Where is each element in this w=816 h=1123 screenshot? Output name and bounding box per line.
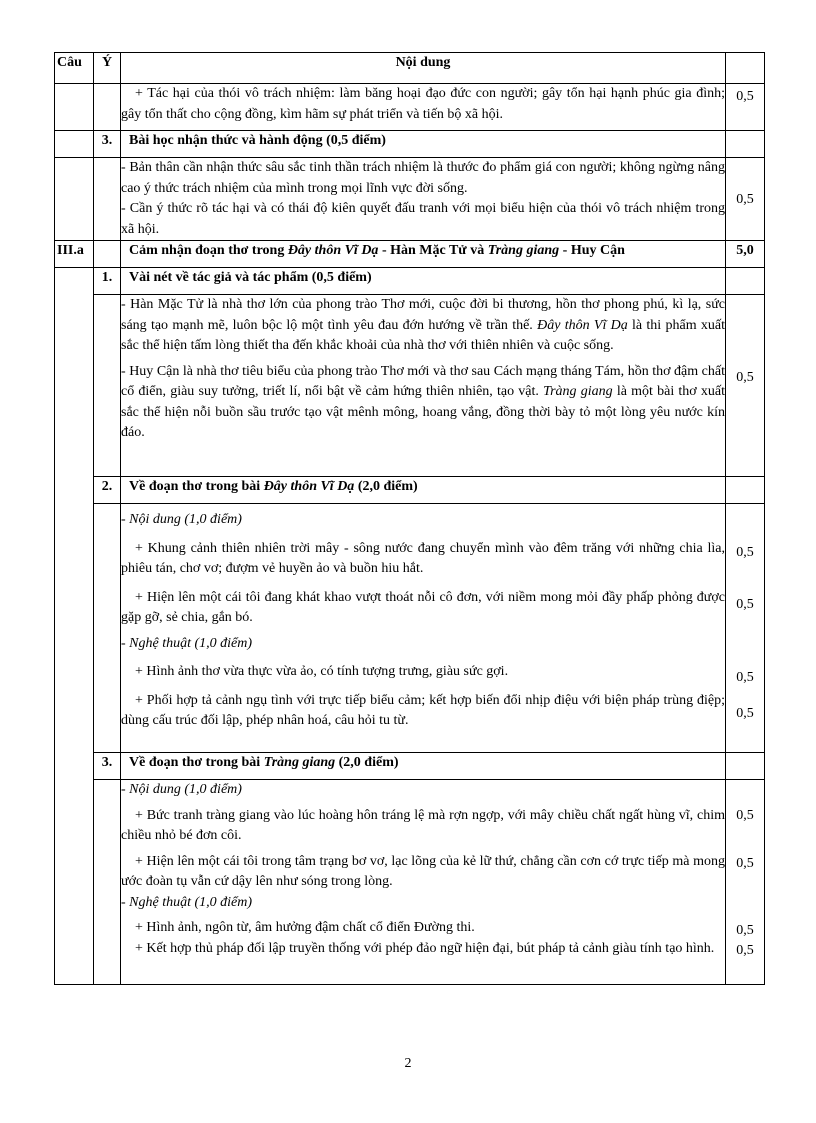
subheading: - Nghệ thuật (1,0 điểm)	[121, 635, 253, 651]
paragraph: + Hiện lên một cái tôi đang khát khao vượt thoát nỗi cô đơn, với niềm mong mỏi đầy phấp phỏng được gặp gỡ, sẻ chia, gắn bó.	[121, 589, 725, 625]
table-row	[55, 504, 765, 753]
table-row	[55, 780, 765, 985]
paragraph: + Hiện lên một cái tôi trong tâm trạng bơ vơ, lạc lõng của kẻ lữ thứ, chẳng cần cơn cớ trực tiếp mà mong ước đoàn tụ vẫn cứ dậy lên như sóng trong lòng.	[121, 853, 725, 889]
subheading: - Nội dung (1,0 điểm)	[121, 782, 242, 797]
score: 0,5	[736, 706, 754, 721]
header-noi-dung: Nội dung	[121, 53, 726, 84]
section-row	[55, 753, 765, 780]
question-title: Cảm nhận đoạn thơ trong Đây thôn Vĩ Dạ - Hàn Mặc Tử và Tràng giang - Huy Cận	[121, 241, 726, 268]
section-title: Về đoạn thơ trong bài Tràng giang (2,0 điểm)	[121, 753, 726, 780]
question-score: 5,0	[726, 241, 765, 268]
item-number: 2.	[94, 477, 121, 504]
subheading: - Nghệ thuật (1,0 điểm)	[121, 894, 253, 910]
score: 0,5	[736, 808, 754, 823]
paragraph: - Hàn Mặc Tử là nhà thơ lớn của phong trào Thơ mới, cuộc đời bi thương, hồn thơ phong phú, kì lạ, sức sáng tạo mạnh mẽ, luôn bộc lộ một tình yêu đau đớn hướng về trần thế. Đây thôn Vĩ Dạ là thi phẩm xuất sắc thể hiện tấm lòng thiết tha đến khắc khoải của nhà thơ với thiên nhiên và cuộc sống.	[121, 297, 725, 353]
section-row	[55, 477, 765, 504]
section-title: Bài học nhận thức và hành động (0,5 điểm)	[121, 131, 726, 158]
question-number: III.a	[55, 241, 94, 268]
harm-text: + Tác hại của thói vô trách nhiệm: làm băng hoại đạo đức con người; gây tổn hại hạnh phúc gia đình; gây tổn thất cho cộng đồng, kìm hãm sự phát triển và tiến bộ xã hội.	[121, 86, 725, 122]
section-row	[55, 268, 765, 295]
header-cau: Câu	[55, 53, 94, 84]
table-row	[55, 295, 765, 477]
table-row	[55, 158, 765, 241]
subheading: - Nội dung (1,0 điểm)	[121, 512, 242, 527]
paragraph: + Hình ảnh, ngôn từ, âm hưởng đậm chất cổ điển Đường thi.	[135, 920, 475, 935]
section-title: Vài nét về tác giả và tác phẩm (0,5 điểm)	[121, 268, 726, 295]
paragraph: + Khung cảnh thiên nhiên trời mây - sông nước đang chuyển mình vào đêm trăng với những chia lìa, phiêu tán, chơ vơ; đượm vẻ huyền ảo và buồn hiu hắt.	[121, 540, 725, 576]
table-row	[55, 84, 765, 131]
paragraph: - Bản thân cần nhận thức sâu sắc tinh thần trách nhiệm là thước đo phẩm giá con người; không ngừng nâng cao ý thức trách nhiệm của mình trong mọi lĩnh vực đời sống.	[121, 160, 725, 196]
score: 0,5	[736, 923, 754, 938]
paragraph: + Bức tranh tràng giang vào lúc hoàng hôn tráng lệ mà rợn ngợp, với mây chiều chất ngất hùng vĩ, chim chiều nhỏ bé đơn côi.	[121, 807, 725, 843]
score: 0,5	[736, 943, 754, 958]
question-row	[55, 241, 765, 268]
item-number: 3.	[94, 131, 121, 158]
section-row	[55, 131, 765, 158]
score: 0,5	[736, 597, 754, 612]
item-number: 3.	[94, 753, 121, 780]
page-number: 2	[404, 1056, 412, 1071]
header-y: Ý	[94, 53, 121, 84]
score: 0,5	[736, 545, 754, 560]
score: 0,5	[736, 89, 754, 104]
header-score	[726, 53, 765, 84]
item-number: 1.	[94, 268, 121, 295]
score: 0,5	[736, 856, 754, 871]
section-title: Về đoạn thơ trong bài Đây thôn Vĩ Dạ (2,0 điểm)	[121, 477, 726, 504]
paragraph: + Kết hợp thủ pháp đối lập truyền thống với phép đảo ngữ hiện đại, bút pháp tả cảnh giàu tính tạo hình.	[135, 940, 715, 956]
paragraph: - Huy Cận là nhà thơ tiêu biểu của phong trào Thơ mới và thơ sau Cách mạng tháng Tám, hồn thơ đậm chất cổ điển, giàu suy tưởng, triết lí, nổi bật về cảm hứng thiên nhiên, tạo vật. Tràng giang là một bài thơ xuất sắc thể hiện nỗi buồn sầu trước tạo vật mênh mông, hoang vắng, đồng thời bày tỏ một lòng yêu nước kín đáo.	[121, 363, 725, 440]
score: 0,5	[736, 370, 754, 385]
paragraph: + Phối hợp tả cảnh ngụ tình với trực tiếp biểu cảm; kết hợp biến đổi nhịp điệu với biện pháp trùng điệp; dùng cấu trúc đối lập, phép nhân hoá, câu hỏi tu từ.	[121, 692, 725, 728]
table-header-row	[55, 53, 765, 84]
answer-key-table	[54, 52, 765, 985]
score: 0,5	[736, 192, 754, 207]
score: 0,5	[736, 670, 754, 685]
paragraph: + Hình ảnh thơ vừa thực vừa ảo, có tính tượng trưng, giàu sức gợi.	[135, 664, 509, 679]
paragraph: - Cần ý thức rõ tác hại và có thái độ kiên quyết đấu tranh với mọi biểu hiện của thói vô trách nhiệm trong xã hội.	[121, 201, 725, 237]
